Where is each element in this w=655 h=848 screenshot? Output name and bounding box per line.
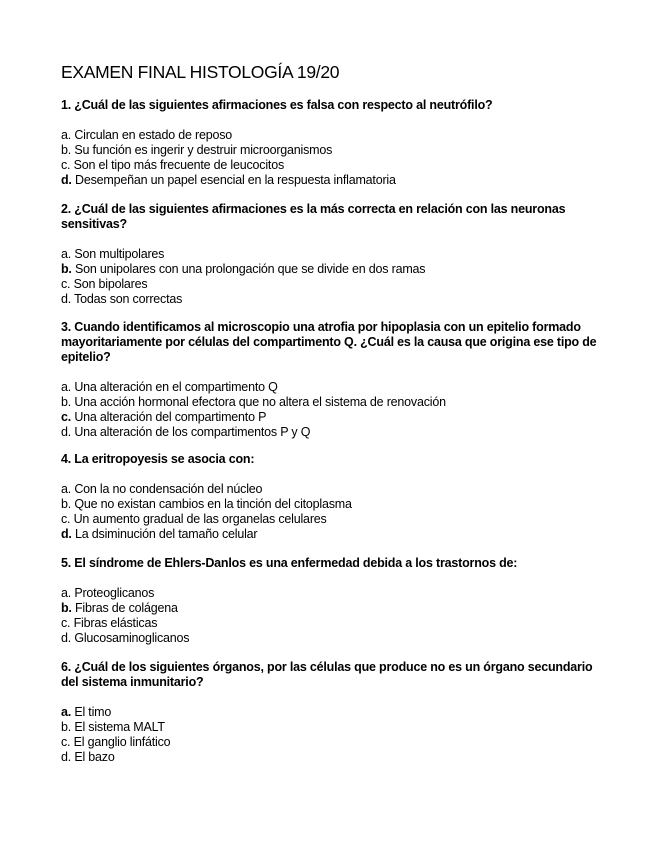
option-text: Son bipolares	[73, 277, 148, 291]
option-letter: a.	[61, 586, 72, 600]
option-text: Son unipolares con una prolongación que se divide en dos ramas	[75, 262, 426, 276]
option-letter: d.	[61, 425, 72, 439]
option-b	[61, 497, 601, 512]
options-list	[61, 482, 601, 542]
option-b	[61, 395, 601, 410]
option-letter: c.	[61, 512, 71, 526]
question-text: 6. ¿Cuál de los siguientes órganos, por las células que produce no es un órgano secundario del sistema inmunitario?	[61, 660, 593, 689]
option-text: Su función es ingerir y destruir microorganismos	[74, 143, 333, 157]
option-text: Una acción hormonal efectora que no altera el sistema de renovación	[74, 395, 446, 409]
option-letter-correct: b.	[61, 262, 72, 276]
option-a	[61, 705, 601, 720]
option-d	[61, 527, 601, 542]
options-list	[61, 247, 601, 307]
question-text: 5. El síndrome de Ehlers-Danlos es una enfermedad debida a los trastornos de:	[61, 556, 518, 570]
option-b	[61, 601, 601, 616]
option-letter: c.	[61, 735, 71, 749]
option-text: Proteoglicanos	[74, 586, 155, 600]
option-a	[61, 482, 601, 497]
option-text: Todas son correctas	[74, 292, 183, 306]
option-text: Una alteración de los compartimentos P y Q	[74, 425, 311, 439]
question-text: 4. La eritropoyesis se asocia con:	[61, 452, 255, 466]
option-text: El sistema MALT	[74, 720, 165, 734]
option-letter: a.	[61, 482, 72, 496]
option-text: Una alteración en el compartimento Q	[74, 380, 278, 394]
option-text: El timo	[74, 705, 112, 719]
option-letter: b.	[61, 497, 72, 511]
question-5	[61, 556, 601, 646]
option-letter: c.	[61, 277, 71, 291]
option-d	[61, 173, 601, 188]
options-list	[61, 380, 601, 440]
option-text: Con la no condensación del núcleo	[74, 482, 263, 496]
option-letter-correct: c.	[61, 410, 72, 424]
question-6	[61, 660, 601, 765]
options-list	[61, 128, 601, 188]
option-letter-correct: b.	[61, 601, 72, 615]
option-letter-correct: d.	[61, 527, 72, 541]
question-4	[61, 452, 601, 542]
option-b	[61, 720, 601, 735]
options-list	[61, 705, 601, 765]
option-letter: a.	[61, 380, 72, 394]
option-d	[61, 750, 601, 765]
option-text: El bazo	[74, 750, 115, 764]
option-letter: b.	[61, 143, 72, 157]
option-b	[61, 262, 601, 277]
option-text: Desempeñan un papel esencial en la respuesta inflamatoria	[75, 173, 396, 187]
option-letter: a.	[61, 128, 72, 142]
exam-title: EXAMEN FINAL HISTOLOGÍA 19/20	[61, 62, 340, 82]
option-d	[61, 425, 601, 440]
option-text: Glucosaminoglicanos	[74, 631, 190, 645]
option-text: Un aumento gradual de las organelas celulares	[73, 512, 327, 526]
option-c	[61, 410, 601, 425]
option-letter: b.	[61, 395, 72, 409]
option-letter-correct: d.	[61, 173, 72, 187]
option-text: El ganglio linfático	[73, 735, 171, 749]
option-letter: d.	[61, 750, 72, 764]
option-c	[61, 158, 601, 173]
option-c	[61, 277, 601, 292]
option-a	[61, 380, 601, 395]
question-text: 2. ¿Cuál de las siguientes afirmaciones es la más correcta en relación con las neuronas sensitivas?	[61, 202, 566, 231]
option-letter-correct: a.	[61, 705, 72, 719]
option-letter: d.	[61, 631, 72, 645]
option-letter: d.	[61, 292, 72, 306]
option-text: Que no existan cambios en la tinción del citoplasma	[74, 497, 352, 511]
option-d	[61, 292, 601, 307]
option-c	[61, 512, 601, 527]
question-text: 3. Cuando identificamos al microscopio una atrofia por hipoplasia con un epitelio formado mayoritariamente por células del compartimento Q. ¿Cuál es la causa que origina ese tipo de epitelio?	[61, 320, 597, 364]
question-text: 1. ¿Cuál de las siguientes afirmaciones es falsa con respecto al neutrófilo?	[61, 98, 493, 112]
question-1	[61, 98, 601, 188]
option-text: La dsiminución del tamaño celular	[75, 527, 258, 541]
option-text: Una alteración del compartimento P	[74, 410, 267, 424]
option-letter: a.	[61, 247, 72, 261]
option-text: Son el tipo más frecuente de leucocitos	[73, 158, 284, 172]
option-letter: c.	[61, 616, 71, 630]
options-list	[61, 586, 601, 646]
option-a	[61, 247, 601, 262]
option-d	[61, 631, 601, 646]
option-b	[61, 143, 601, 158]
option-letter: b.	[61, 720, 72, 734]
option-text: Circulan en estado de reposo	[74, 128, 233, 142]
option-a	[61, 128, 601, 143]
option-a	[61, 586, 601, 601]
option-c	[61, 735, 601, 750]
option-text: Fibras de colágena	[75, 601, 178, 615]
option-text: Son multipolares	[74, 247, 165, 261]
option-letter: c.	[61, 158, 71, 172]
question-2	[61, 202, 601, 307]
option-text: Fibras elásticas	[73, 616, 158, 630]
question-3	[61, 320, 601, 440]
option-c	[61, 616, 601, 631]
